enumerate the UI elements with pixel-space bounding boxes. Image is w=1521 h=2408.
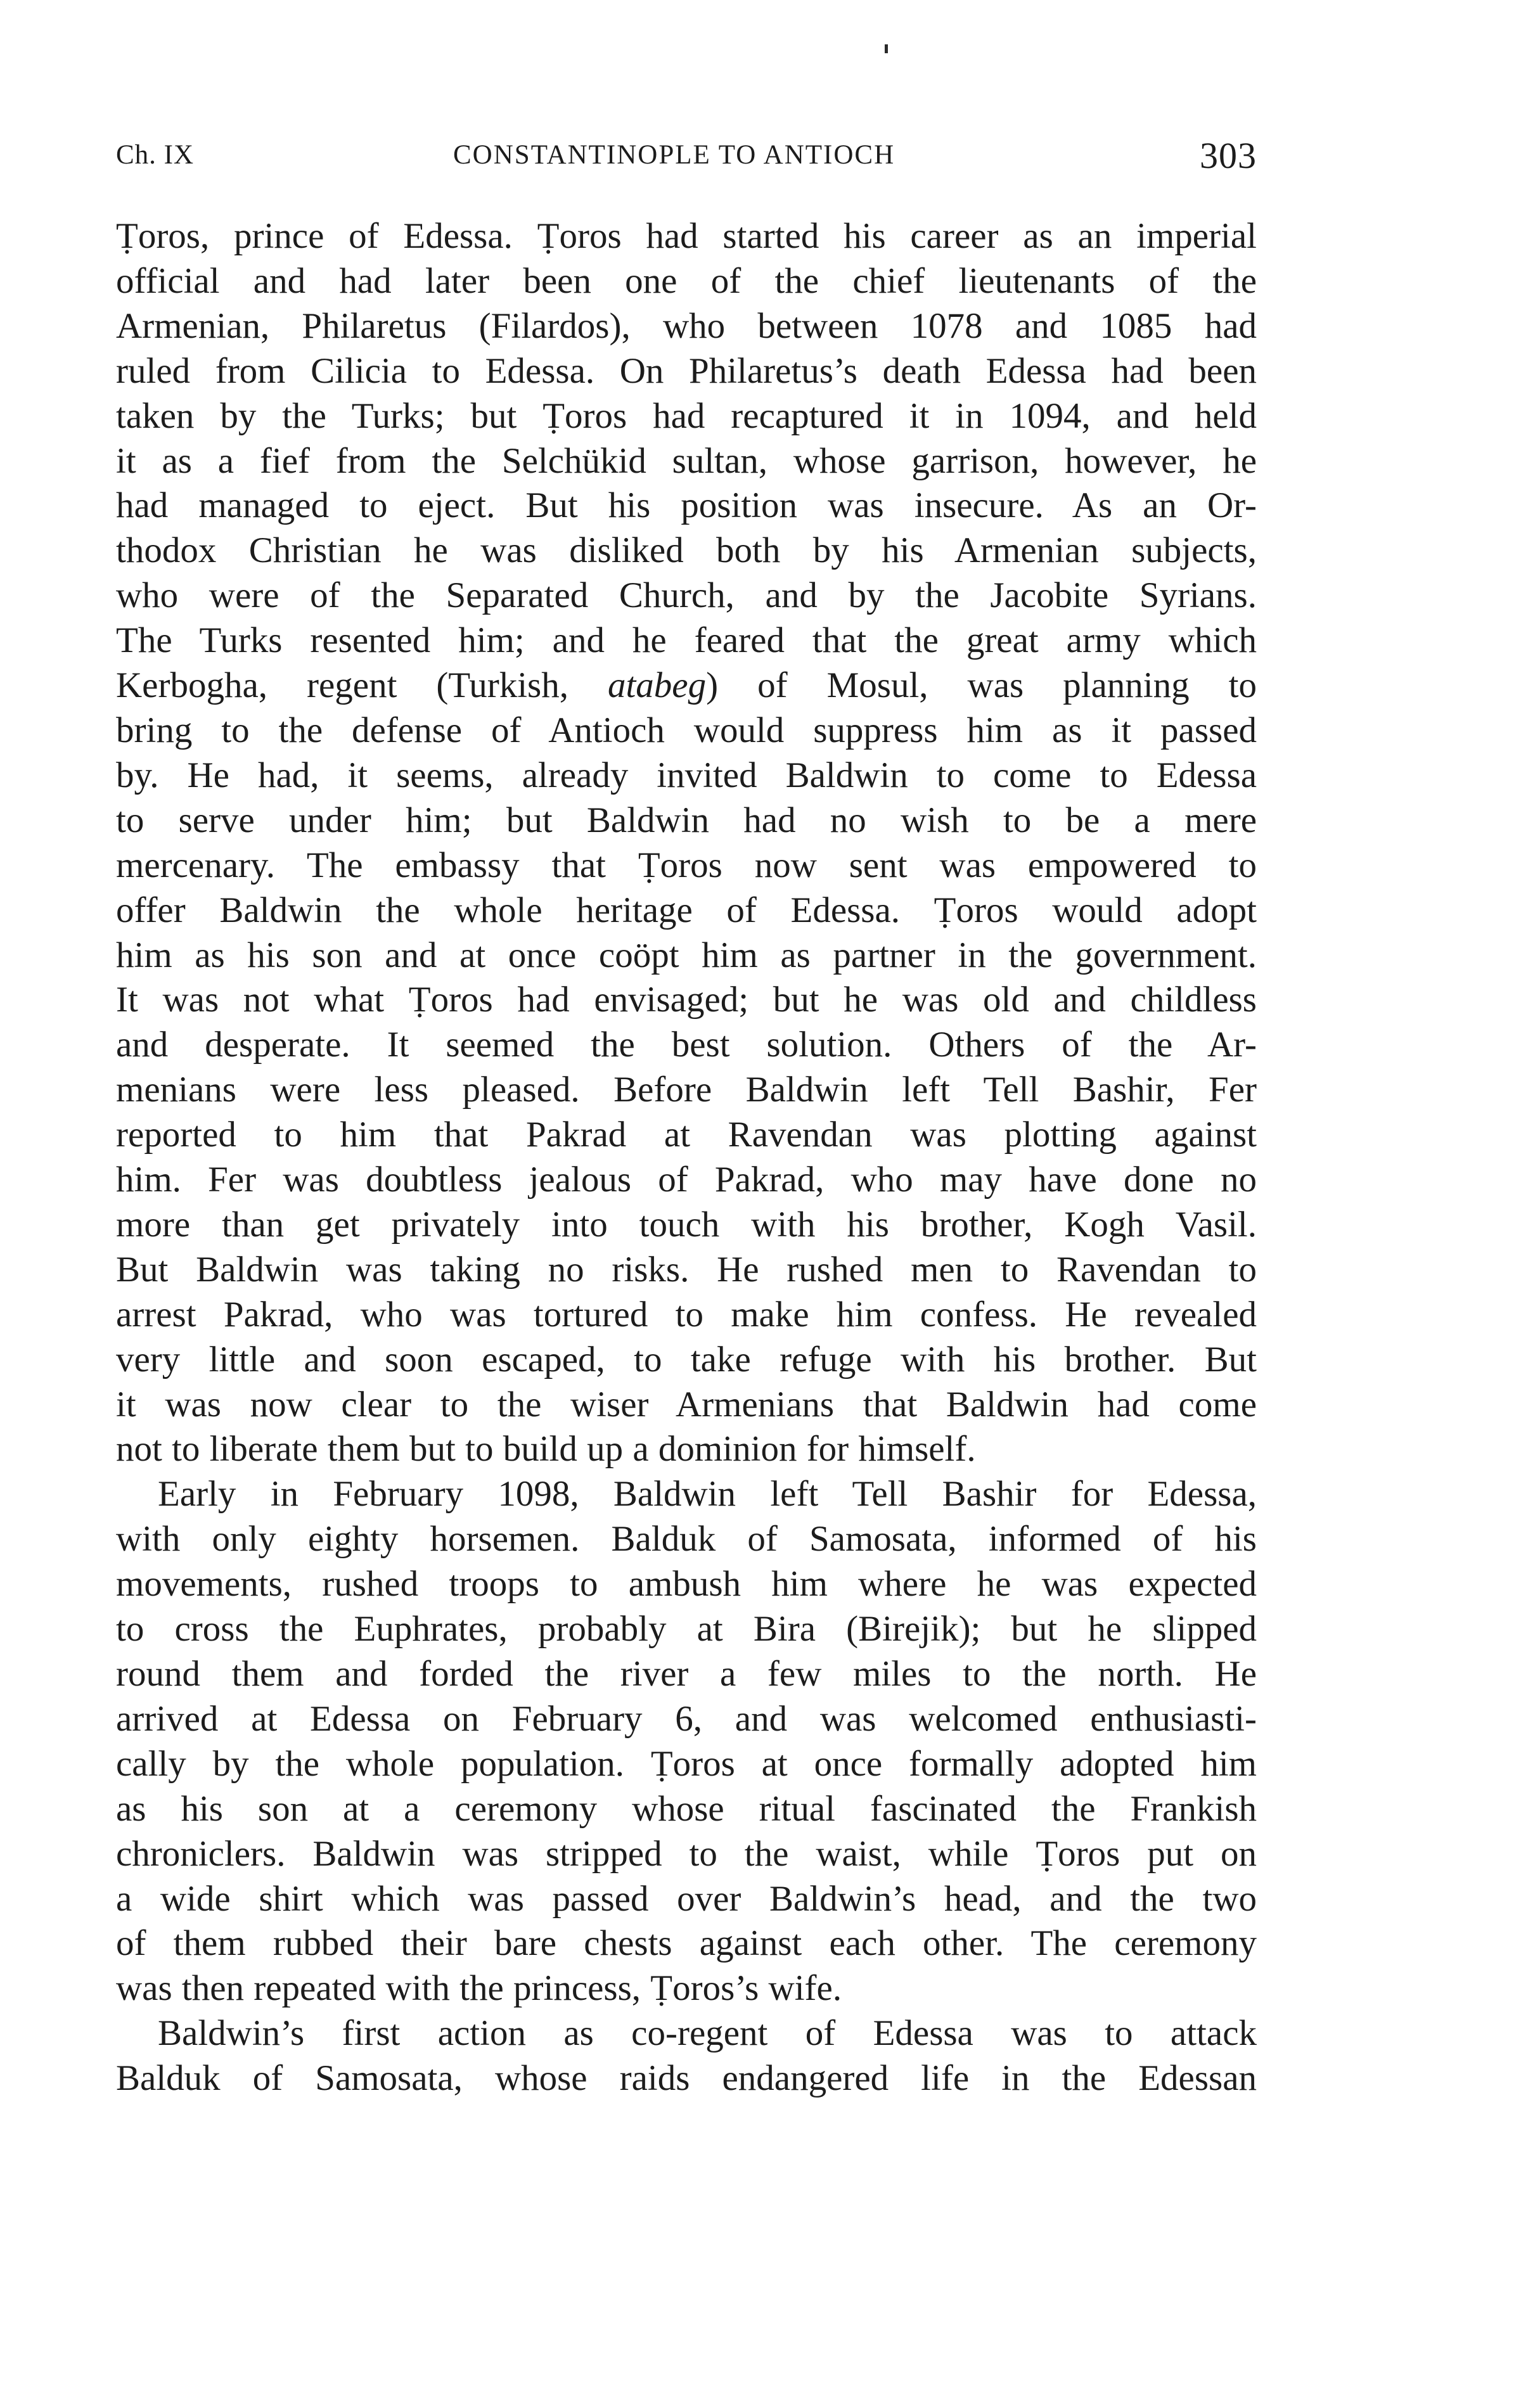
text-line: menians were less pleased. Before Baldwin left Tell Bashir, Fer — [116, 1070, 1257, 1110]
paragraph — [116, 214, 1257, 1472]
text-line: thodox Christian he was disliked both by his Armenian subjects, — [116, 530, 1257, 571]
text-line: arrived at Edessa on February 6, and was welcomed enthusiasti- — [116, 1698, 1257, 1739]
text-line: very little and soon escaped, to take refuge with his brother. But — [116, 1339, 1257, 1380]
text-line: it was now clear to the wiser Armenians that Baldwin had come — [116, 1384, 1257, 1425]
text-line: to serve under him; but Baldwin had no wish to be a mere — [116, 800, 1257, 840]
text-line: and desperate. It seemed the best solution. Others of the Ar- — [116, 1025, 1257, 1065]
ink-mark — [885, 44, 888, 53]
text-line: was then repeated with the princess, Ṭoros’s wife. — [116, 1968, 842, 2009]
text-line: taken by the Turks; but Ṭoros had recaptured it in 1094, and held — [116, 395, 1257, 436]
text-line: Balduk of Samosata, whose raids endangered life in the Edessan — [116, 2058, 1257, 2099]
text-line: more than get privately into touch with his brother, Kogh Vasil. — [116, 1204, 1257, 1245]
text-line: Baldwin’s first action as co-regent of Edessa was to attack — [158, 2013, 1257, 2054]
chapter-label: Ch. IX — [116, 140, 195, 170]
text-line: a wide shirt which was passed over Baldwin’s head, and the two — [116, 1878, 1257, 1919]
text-line: arrest Pakrad, who was tortured to make him confess. He revealed — [116, 1294, 1257, 1335]
text-line: bring to the defense of Antioch would suppress him as it passed — [116, 710, 1257, 750]
text-line: as his son at a ceremony whose ritual fascinated the Frankish — [116, 1788, 1257, 1829]
body-text — [116, 214, 1257, 2101]
text-line: him as his son and at once coöpt him as partner in the government. — [116, 935, 1257, 975]
text-line: cally by the whole population. Ṭoros at once formally adopted him — [116, 1743, 1257, 1784]
text-line: The Turks resented him; and he feared that the great army which — [116, 620, 1257, 661]
text-line: offer Baldwin the whole heritage of Edessa. Ṭoros would adopt — [116, 890, 1257, 930]
text-line: of them rubbed their bare chests against each other. The ceremony — [116, 1923, 1257, 1964]
text-line: mercenary. The embassy that Ṭoros now sent was empowered to — [116, 845, 1257, 885]
text-line: Armenian, Philaretus (Filardos), who between 1078 and 1085 had — [116, 305, 1257, 346]
text-line: had managed to eject. But his position was insecure. As an Or- — [116, 485, 1257, 526]
text-line: chroniclers. Baldwin was stripped to the waist, while Ṭoros put on — [116, 1833, 1257, 1874]
text-line: Kerbogha, regent (Turkish, atabeg) of Mosul, was planning to — [116, 665, 1257, 706]
text-line: it as a fief from the Selchükid sultan, whose garrison, however, he — [116, 440, 1257, 481]
text-line: round them and forded the river a few miles to the north. He — [116, 1654, 1257, 1694]
page-number: 303 — [1200, 135, 1257, 176]
text-line: But Baldwin was taking no risks. He rushed men to Ravendan to — [116, 1249, 1257, 1290]
text-line: to cross the Euphrates, probably at Bira (Birejik); but he slipped — [116, 1609, 1257, 1649]
text-line: Ṭoros, prince of Edessa. Ṭoros had started his career as an imperial — [116, 216, 1257, 256]
text-line: It was not what Ṭoros had envisaged; but he was old and childless — [116, 980, 1257, 1020]
text-line: not to liberate them but to build up a dominion for himself. — [116, 1429, 976, 1470]
text-line: reported to him that Pakrad at Ravendan was plotting against — [116, 1115, 1257, 1155]
text-line: movements, rushed troops to ambush him where he was expected — [116, 1564, 1257, 1604]
text-line: with only eighty horsemen. Balduk of Samosata, informed of his — [116, 1519, 1257, 1559]
text-line: by. He had, it seems, already invited Baldwin to come to Edessa — [116, 755, 1257, 795]
running-title: CONSTANTINOPLE TO ANTIOCH — [453, 140, 895, 170]
text-line: Early in February 1098, Baldwin left Tell Bashir for Edessa, — [158, 1474, 1257, 1515]
running-head — [116, 132, 1257, 176]
paragraph — [116, 1472, 1257, 2011]
text-line: who were of the Separated Church, and by the Jacobite Syrians. — [116, 575, 1257, 616]
paragraph — [116, 2011, 1257, 2101]
text-line: him. Fer was doubtless jealous of Pakrad, who may have done no — [116, 1160, 1257, 1200]
text-line: ruled from Cilicia to Edessa. On Philaretus’s death Edessa had been — [116, 350, 1257, 391]
text-line: official and had later been one of the chief lieutenants of the — [116, 260, 1257, 301]
